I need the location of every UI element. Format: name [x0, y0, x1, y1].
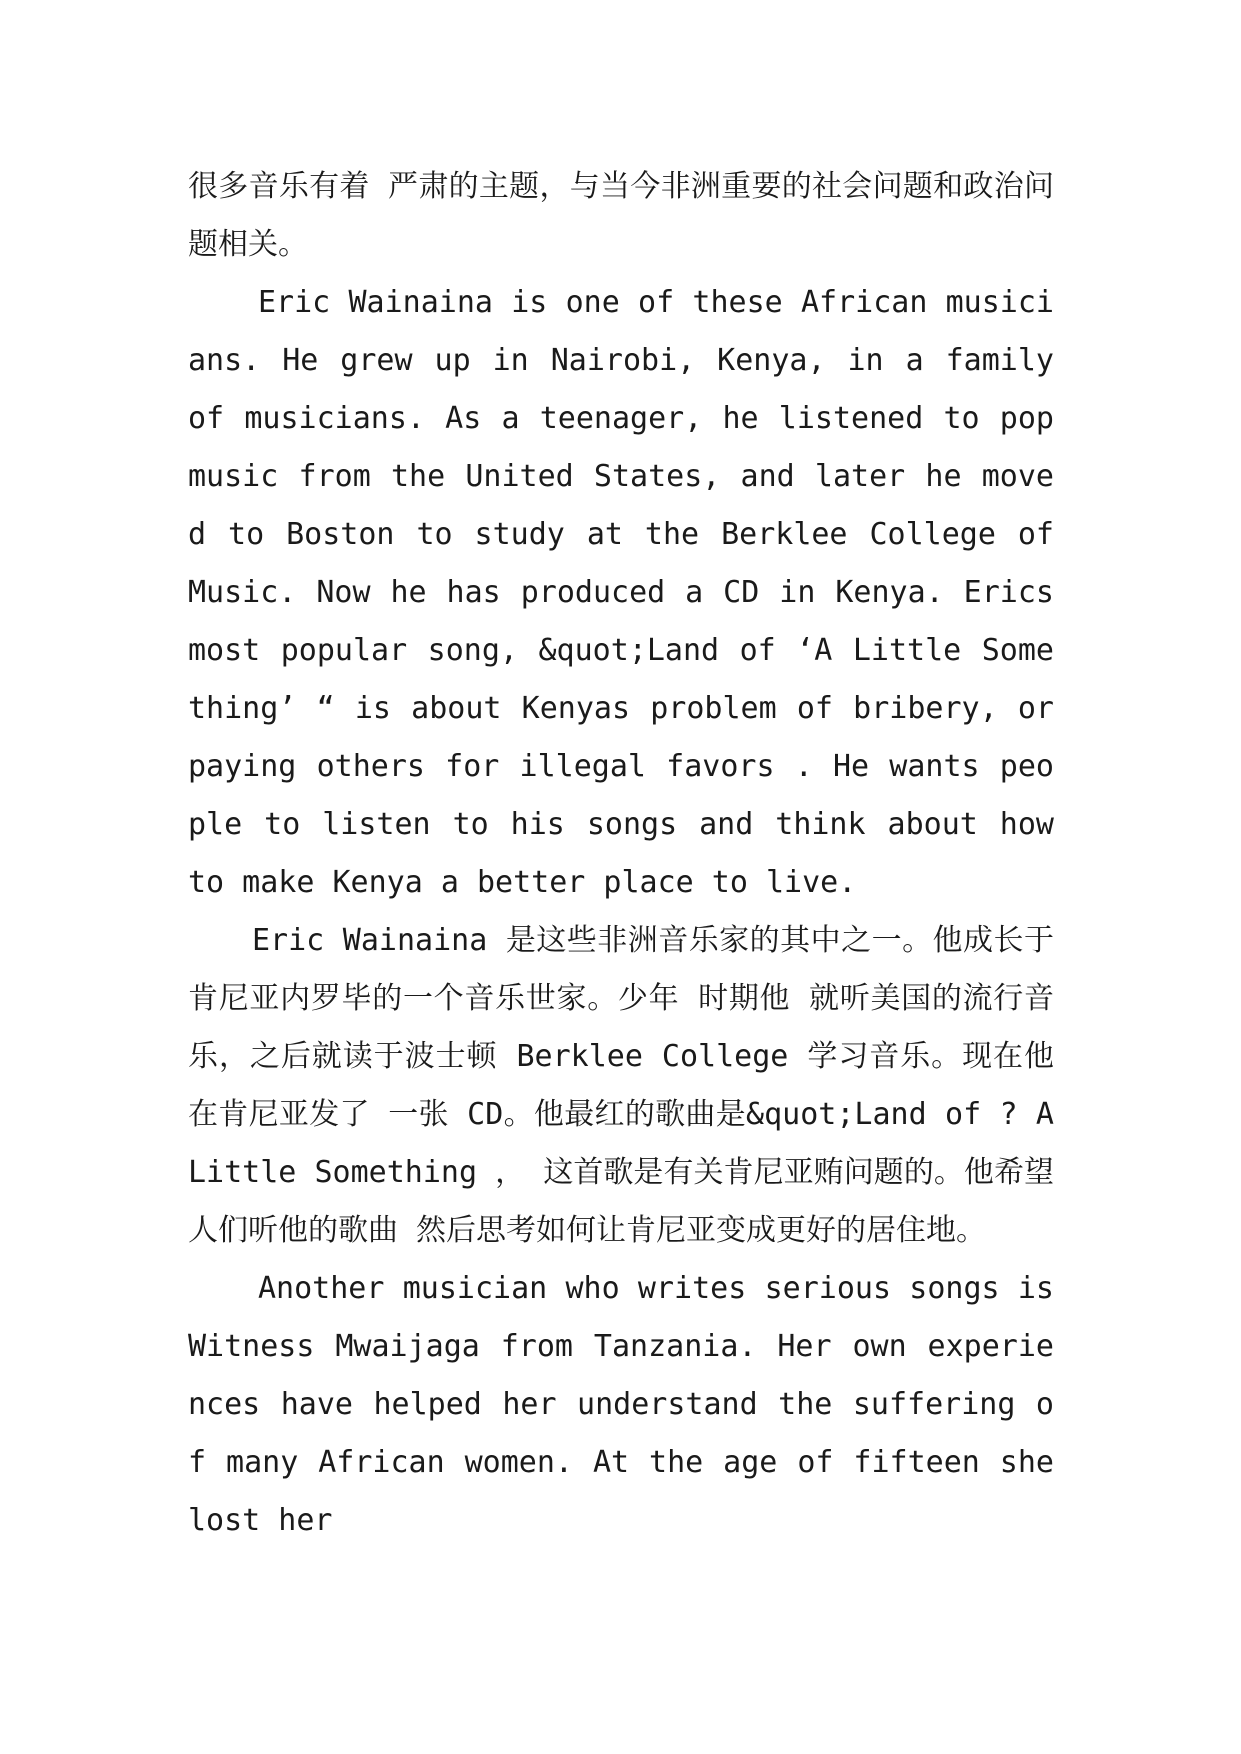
document-body — [188, 158, 1054, 1550]
paragraph-witness-mwaijaga-english: Another musician who writes serious songs is Witness Mwaijaga from Tanzania. Her own experiences have helped her understand the suffering of many African women. At the age of fifteen she lost her — [188, 1271, 1054, 1538]
paragraph-eric-wainaina-chinese: Eric Wainaina 是这些非洲音乐家的其中之一。他成长于肯尼亚内罗毕的一个音乐世家。少年 时期他 就听美国的流行音乐，之后就读于波士顿 Berklee College 学习音乐。现在他在肯尼亚发了 一张 CD。他最红的歌曲是&quot;Land of ? A Little Something ， 这首歌是有关肯尼亚贿问题的。他希望人们听他的歌曲 然后思考如何让肯尼亚变成更好的居住地。 — [188, 923, 1054, 1248]
paragraph-eric-wainaina-english: Eric Wainaina is one of these African musicians. He grew up in Nairobi, Kenya, in a family of musicians. As a teenager, he listened to pop music from the United States, and later he moved to Boston to study at the Berklee College of Music. Now he has produced a CD in Kenya. Erics most popular song, &quot;Land of ‘A Little Something’ “ is about Kenyas problem of bribery, or paying others for illegal favors . He wants people to listen to his songs and think about how to make Kenya a better place to live. — [188, 285, 1054, 900]
paragraph-chinese-intro: 很多音乐有着 严肃的主题，与当今非洲重要的社会问题和政治问题相关。 — [188, 169, 1054, 262]
